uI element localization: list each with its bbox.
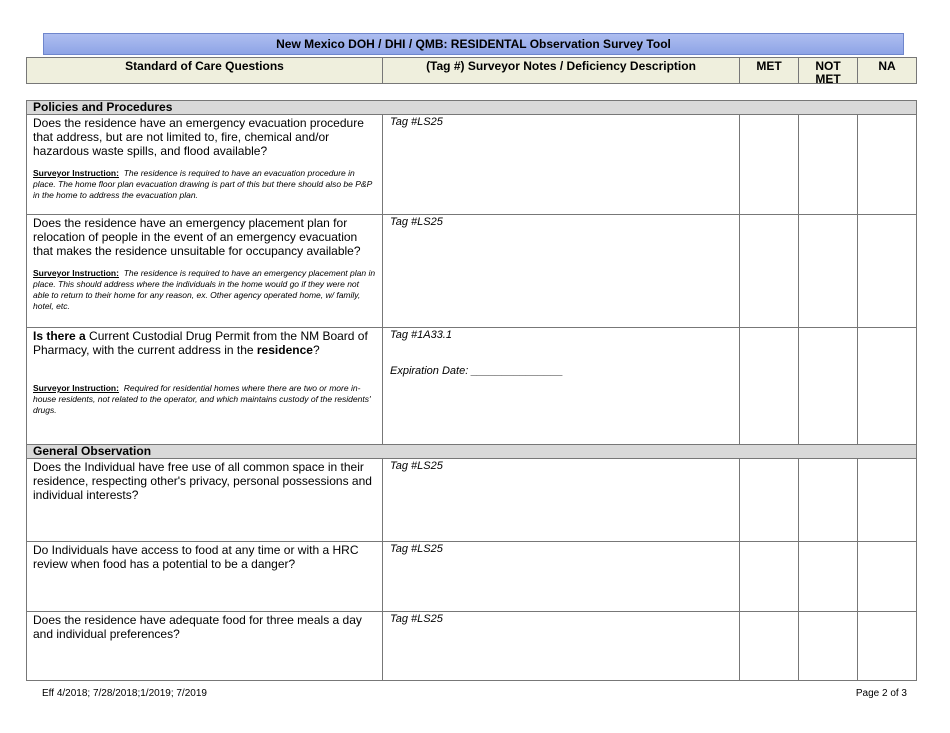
question-cell bbox=[27, 328, 383, 444]
tag-text: Tag #LS25 bbox=[390, 613, 443, 625]
col-header-question: Standard of Care Questions bbox=[27, 58, 383, 83]
table-row bbox=[27, 215, 916, 328]
col-header-na: NA bbox=[878, 59, 896, 73]
notes-cell[interactable] bbox=[383, 328, 740, 444]
question-cell bbox=[27, 115, 383, 214]
question-cell bbox=[27, 215, 383, 327]
question-bold-lead: Is there a bbox=[33, 329, 86, 343]
tag-text: Tag #1A33.1 bbox=[390, 329, 452, 341]
table-row bbox=[27, 542, 916, 612]
section-policies: Policies and Procedures bbox=[27, 101, 916, 115]
footer-page-number: Page 2 of 3 bbox=[855, 688, 907, 699]
surveyor-instruction bbox=[33, 268, 376, 312]
notes-cell[interactable] bbox=[383, 459, 740, 541]
question-text: Does the residence have adequate food for three meals a day and individual preferences? bbox=[33, 613, 362, 641]
notes-cell[interactable] bbox=[383, 612, 740, 680]
na-cell[interactable] bbox=[858, 612, 916, 680]
table-row bbox=[27, 612, 916, 680]
na-cell[interactable] bbox=[858, 542, 916, 611]
na-cell[interactable] bbox=[858, 215, 916, 327]
notes-cell[interactable] bbox=[383, 115, 740, 214]
na-cell[interactable] bbox=[858, 328, 916, 444]
surveyor-instruction bbox=[33, 168, 376, 201]
col-header-met: MET bbox=[740, 58, 799, 83]
question-end: ? bbox=[312, 343, 320, 357]
section-general: General Observation bbox=[27, 445, 916, 459]
tag-text: Tag #LS25 bbox=[390, 116, 443, 128]
document-title: New Mexico DOH / DHI / QMB: RESIDENTAL Observation Survey Tool bbox=[43, 33, 904, 55]
met-cell[interactable] bbox=[740, 542, 799, 611]
question-cell bbox=[27, 459, 383, 541]
table-row bbox=[27, 459, 916, 542]
question-bold-word: residence bbox=[256, 343, 313, 357]
notes-cell[interactable] bbox=[383, 215, 740, 327]
na-cell[interactable] bbox=[858, 459, 916, 541]
footer-effective-dates: Eff 4/2018; 7/28/2018;1/2019; 7/2019 bbox=[42, 688, 207, 699]
instruction-label: Surveyor Instruction: bbox=[33, 268, 119, 278]
table-row bbox=[27, 328, 916, 445]
question-text: Does the Individual have free use of all common space in their residence, respecting other's privacy, personal possessions and individual interests? bbox=[33, 460, 372, 502]
surveyor-instruction bbox=[33, 383, 376, 416]
not-met-line-2: MET bbox=[815, 72, 841, 86]
tag-text: Tag #LS25 bbox=[390, 460, 443, 472]
notes-cell[interactable] bbox=[383, 542, 740, 611]
column-header-row bbox=[26, 57, 917, 84]
not-met-cell[interactable] bbox=[799, 542, 858, 611]
survey-table bbox=[26, 100, 917, 681]
not-met-cell[interactable] bbox=[799, 328, 858, 444]
not-met-cell[interactable] bbox=[799, 612, 858, 680]
tag-text: Tag #LS25 bbox=[390, 216, 443, 228]
instruction-text: The residence is required to have an emergency placement plan in place. This should address where the individuals in the home would go if they were not able to return to their home for any reason, ex. Other agency operated home, w/ family, hotel, etc. bbox=[33, 268, 376, 311]
not-met-cell[interactable] bbox=[799, 215, 858, 327]
col-header-not-met bbox=[799, 58, 858, 86]
col-header-notes: (Tag #) Surveyor Notes / Deficiency Description bbox=[383, 58, 740, 83]
tag-text: Tag #LS25 bbox=[390, 543, 443, 555]
met-cell[interactable] bbox=[740, 215, 799, 327]
question-cell bbox=[27, 542, 383, 611]
question-text bbox=[33, 329, 376, 357]
expiration-date-field[interactable]: Expiration Date: _______________ bbox=[390, 365, 564, 377]
instruction-text: Required for residential homes where there are two or more in-house residents, not related to the operator, and which maintains custody of the residents' drugs. bbox=[33, 383, 371, 415]
met-cell[interactable] bbox=[740, 328, 799, 444]
na-cell[interactable] bbox=[858, 115, 916, 214]
question-body: Current Custodial Drug Permit from the NM Board of Pharmacy, with the current address in the bbox=[33, 329, 368, 357]
question-cell bbox=[27, 612, 383, 680]
instruction-label: Surveyor Instruction: bbox=[33, 168, 119, 178]
question-text: Do Individuals have access to food at any time or with a HRC review when food has a potential to be a danger? bbox=[33, 543, 359, 571]
instruction-label: Surveyor Instruction: bbox=[33, 383, 119, 393]
not-met-cell[interactable] bbox=[799, 115, 858, 214]
instruction-text: The residence is required to have an evacuation procedure in place. The home floor plan evacuation drawing is part of this but there should also be P&P in the home to address the evacuation plan. bbox=[33, 168, 372, 200]
not-met-cell[interactable] bbox=[799, 459, 858, 541]
met-cell[interactable] bbox=[740, 459, 799, 541]
question-text: Does the residence have an emergency evacuation procedure that address, but are not limited to, fire, chemical and/or hazardous waste spills, and flood available? bbox=[33, 116, 364, 158]
met-cell[interactable] bbox=[740, 612, 799, 680]
table-row bbox=[27, 115, 916, 215]
question-text: Does the residence have an emergency placement plan for relocation of people in the event of an emergency evacuation that makes the residence unsuitable for occupancy available? bbox=[33, 216, 361, 258]
not-met-line-1: NOT bbox=[815, 59, 841, 73]
met-cell[interactable] bbox=[740, 115, 799, 214]
